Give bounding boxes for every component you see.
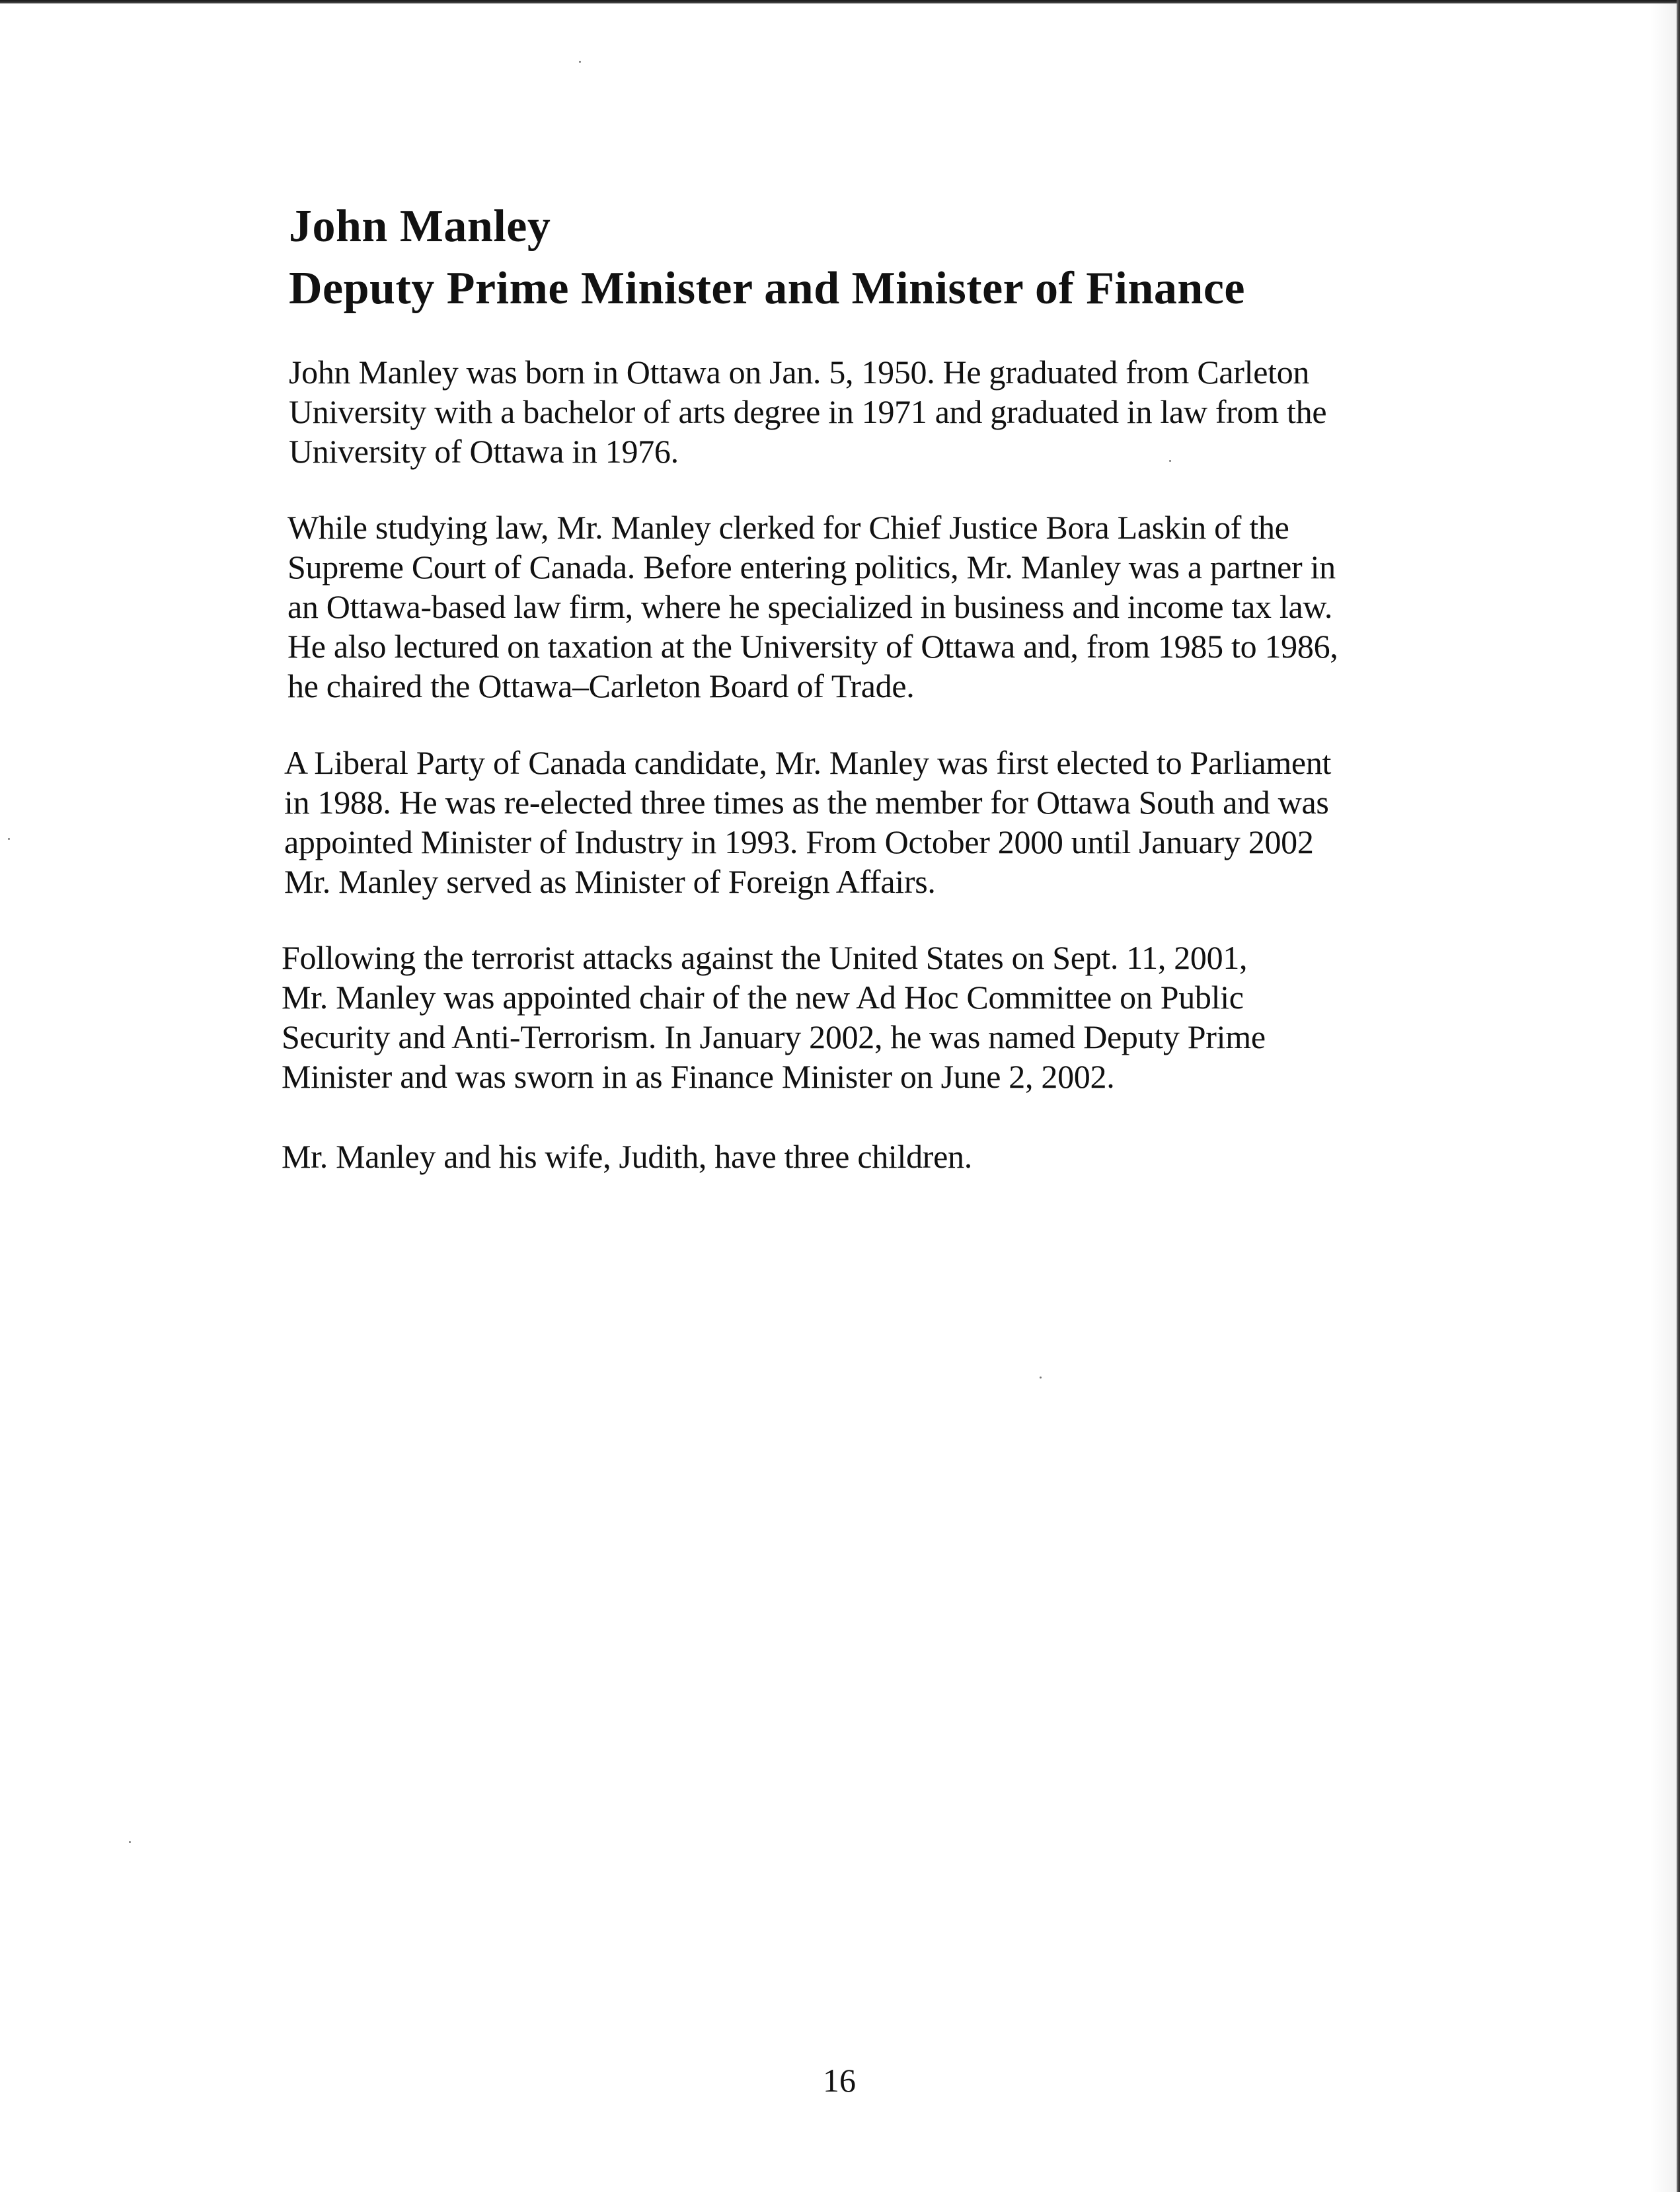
scan-right-shadow xyxy=(1650,0,1676,2192)
text-line: appointed Minister of Industry in 1993. From October 2000 until January 2002 xyxy=(284,823,1314,860)
scan-speck xyxy=(579,61,581,63)
scan-speck xyxy=(1040,1377,1042,1379)
text-line: Security and Anti-Terrorism. In January 2002, he was named Deputy Prime xyxy=(282,1018,1266,1055)
text-line: Minister and was sworn in as Finance Minister on June 2, 2002. xyxy=(282,1058,1115,1095)
text-line: John Manley was born in Ottawa on Jan. 5, 1950. He graduated from Carleton xyxy=(289,354,1310,391)
person-name: John Manley xyxy=(289,201,551,252)
text-line: he chaired the Ottawa–Carleton Board of Trade. xyxy=(287,667,915,704)
text-line: in 1988. He was re-elected three times as the member for Ottawa South and was xyxy=(284,784,1329,821)
biography-paragraph-2 xyxy=(287,508,1424,706)
scan-top-edge xyxy=(0,0,1680,4)
text-line: While studying law, Mr. Manley clerked for Chief Justice Bora Laskin of the xyxy=(287,509,1289,546)
page-number: 16 xyxy=(823,2062,856,2099)
text-line: He also lectured on taxation at the University of Ottawa and, from 1985 to 1986, xyxy=(287,628,1338,665)
biography-paragraph-3 xyxy=(284,743,1421,901)
text-line: University of Ottawa in 1976. xyxy=(289,433,679,470)
scan-speck xyxy=(8,838,10,840)
text-line: Mr. Manley and his wife, Judith, have three children. xyxy=(282,1138,972,1175)
text-line: Following the terrorist attacks against the United States on Sept. 11, 2001, xyxy=(282,939,1248,976)
text-line: Supreme Court of Canada. Before entering politics, Mr. Manley was a partner in xyxy=(287,548,1336,586)
biography-paragraph-1 xyxy=(289,352,1426,471)
text-line: Mr. Manley was appointed chair of the new Ad Hoc Committee on Public xyxy=(282,979,1244,1016)
text-line: University with a bachelor of arts degree in 1971 and graduated in law from the xyxy=(289,393,1327,430)
text-line: an Ottawa-based law firm, where he specialized in business and income tax law. xyxy=(287,588,1333,625)
text-line: Mr. Manley served as Minister of Foreign Affairs. xyxy=(284,863,936,900)
document-heading xyxy=(289,196,1412,320)
scan-speck xyxy=(129,1841,131,1843)
text-line: A Liberal Party of Canada candidate, Mr. Manley was first elected to Parliament xyxy=(284,744,1332,781)
person-title: Deputy Prime Minister and Minister of Finance xyxy=(289,263,1245,314)
biography-paragraph-4 xyxy=(282,938,1418,1096)
scan-right-edge xyxy=(1676,0,1680,2192)
biography-paragraph-5 xyxy=(282,1137,1418,1176)
